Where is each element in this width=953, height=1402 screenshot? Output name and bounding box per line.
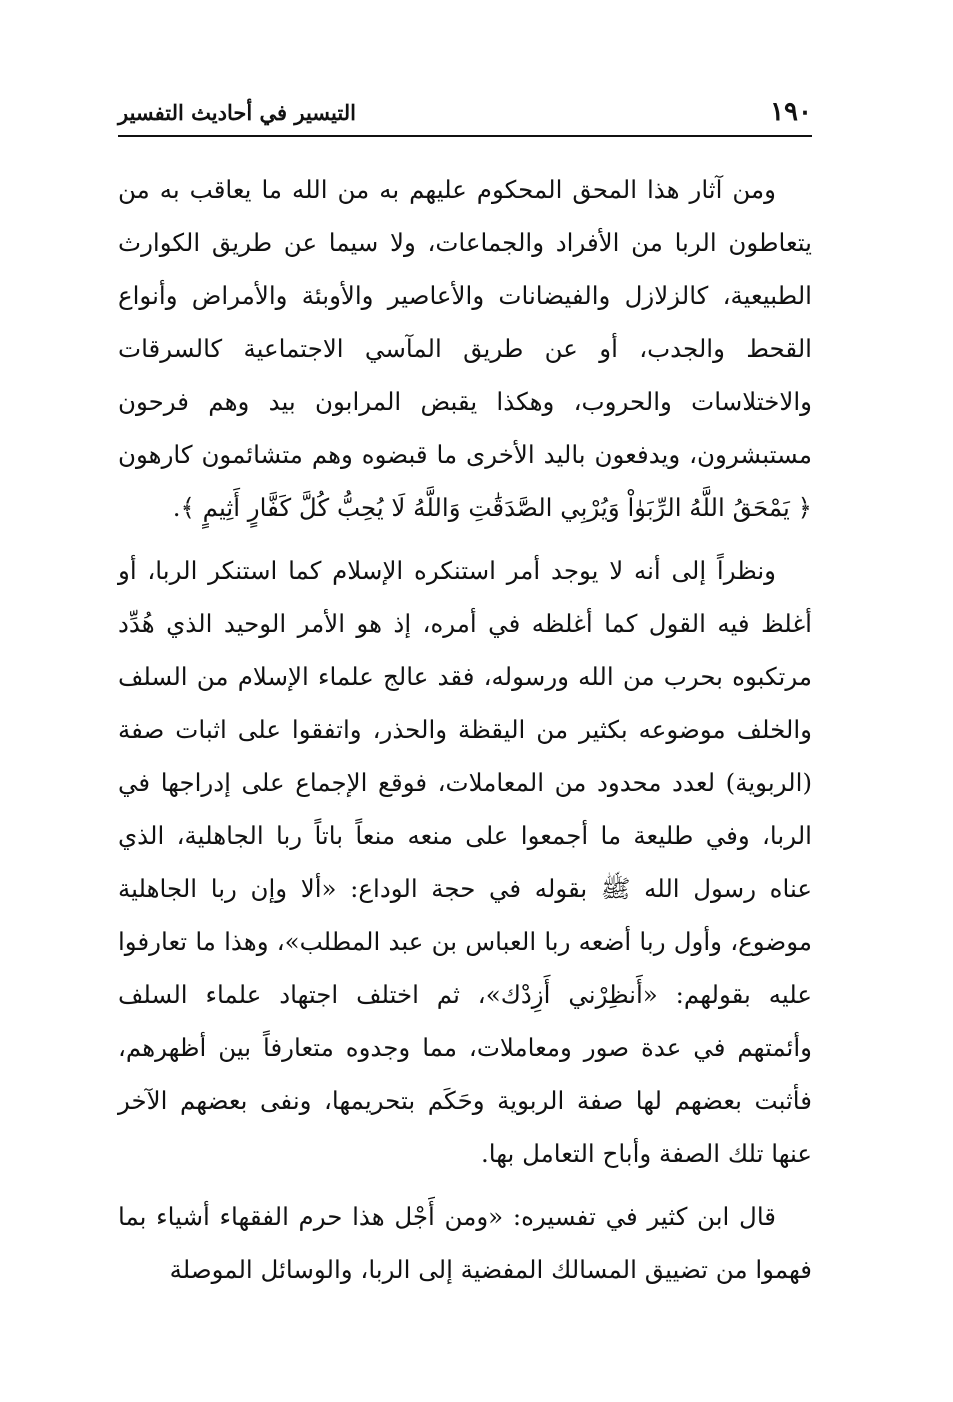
page-header: [118, 92, 812, 132]
paragraph-ibn-kathir-quote: [118, 1190, 812, 1296]
paragraph-text: ونظراً إلى أنه لا يوجد أمر استنكره الإسلام كما استنكر الربا، أو أغلظ فيه القول كما أغلظه في أمره، إذ هو الأمر الوحيد الذي هُدِّد مرتكبوه بحرب من الله ورسوله، فقد عالج علماء الإسلام من السلف والخلف موضوعه بكثير من اليقظة والحذر، واتفقوا على اثبات صفة (الربوية) لعدد محدود من المعاملات، فوقع الإجماع على إدراجها في الربا، وفي طليعة ما أجمعوا على منعه منعاً باتاً ربا الجاهلية، الذي عناه رسول الله ﷺ بقوله في حجة الوداع: «ألا وإن ربا الجاهلية موضوع، وأول ربا أضعه ربا العباس بن عبد المطلب»، وهذا ما تعارفوا عليه بقولهم: «أَنظِرْني أَزِدْك»، ثم اختلف اجتهاد علماء السلف وأئمتهم في عدة صور ومعاملات، مما وجدوه متعارفاً بين أظهرهم، فأثبت بعضهم لها صفة الربوية وحَكَم بتحريمها، ونفى بعضهم الآخر عنها تلك الصفة وأباح التعامل بها.: [118, 556, 812, 1168]
header-divider: [118, 135, 812, 137]
paragraph-riba-effects: [118, 163, 812, 534]
body-text: [118, 163, 812, 1296]
paragraph-scholars-consensus: [118, 544, 812, 1180]
paragraph-text: قال ابن كثير في تفسيره: «ومن أَجْل هذا حرم الفقهاء أشياء بما فهموا من تضييق المسالك المفضية إلى الربا، والوسائل الموصلة: [118, 1202, 812, 1284]
running-title: التيسير في أحاديث التفسير: [118, 99, 356, 125]
page-number: ١٩٠: [770, 97, 812, 127]
paragraph-text: ومن آثار هذا المحق المحكوم عليهم به من الله ما يعاقب به من يتعاطون الربا من الأفراد والجماعات، ولا سيما عن طريق الكوارث الطبيعية، كالزلازل والفيضانات والأعاصير والأوبئة والأمراض وأنواع القحط والجدب، أو عن طريق المآسي الاجتماعية كالسرقات والاختلاسات والحروب، وهكذا يقبض المرابون بيد وهم فرحون مستبشرون، ويدفعون باليد الأخرى ما قبضوه وهم متشائمون كارهون ﴿ يَمْحَقُ اللَّهُ الرِّبَوٰاْ وَيُرْبِي الصَّدَقَٰتِ وَاللَّهُ لَا يُحِبُّ كُلَّ كَفَّارٍ أَثِيمٍ ﴾.: [118, 175, 812, 522]
